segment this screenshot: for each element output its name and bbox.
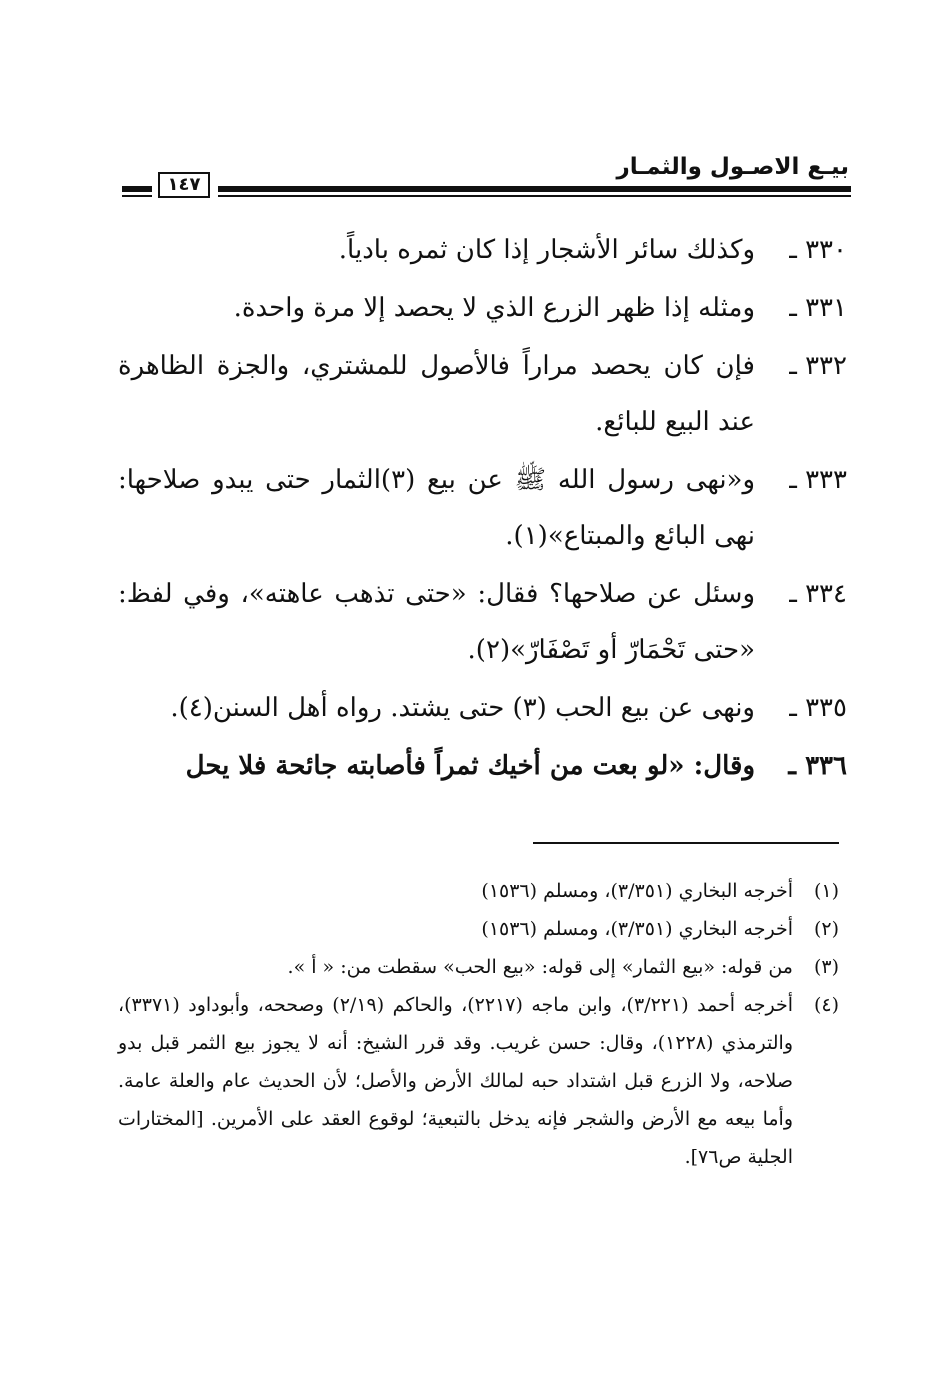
header-rule-short-thin — [122, 195, 152, 197]
item-text: ومثله إذا ظهر الزرع الذي لا يحصد إلا مرة واحدة. — [233, 293, 755, 323]
item-number: ٣٣٣ ـ — [789, 465, 847, 495]
item-334 — [118, 566, 847, 678]
footnote-number: (١) — [813, 880, 839, 902]
item-number: ٣٣٠ ـ — [789, 235, 847, 265]
footnote-1 — [118, 872, 839, 910]
footnote-number: (٤) — [813, 994, 839, 1016]
footnote-number: (٢) — [813, 918, 839, 940]
item-text: فإن كان يحصد مراراً فالأصول للمشتري، والجزة الظاهرة عند البيع للبائع. — [118, 351, 755, 437]
item-331 — [118, 280, 847, 336]
footnote-2 — [118, 910, 839, 948]
item-text: ونهى عن بيع الحب (٣) حتى يشتد. رواه أهل السنن(٤). — [170, 693, 755, 723]
item-text: و«نهى رسول الله ﷺ عن بيع (٣)الثمار حتى يبدو صلاحها: نهى البائع والمبتاع»(١). — [118, 465, 756, 551]
item-number: ٣٣٦ ـ — [788, 751, 847, 781]
header-rule-thin — [218, 195, 851, 197]
footnote-number: (٣) — [813, 956, 839, 978]
item-330 — [118, 222, 847, 278]
footnote-text: من قوله: «بيع الثمار» إلى قوله: «بيع الحب» سقطت من: « أ ». — [287, 956, 793, 978]
item-number: ٣٣٥ ـ — [789, 693, 847, 723]
item-number: ٣٣١ ـ — [789, 293, 847, 323]
footnotes — [118, 872, 839, 1176]
footnote-separator — [533, 842, 839, 844]
item-text: وسئل عن صلاحها؟ فقال: «حتى تذهب عاهته»، وفي لفظ: «حتى تَحْمَارّ أو تَصْفَارّ»(٢). — [118, 579, 755, 665]
item-332 — [118, 338, 847, 450]
footnote-4 — [118, 986, 839, 1176]
item-336 — [118, 738, 847, 794]
item-333 — [118, 452, 847, 564]
item-text: وقال: «لو بعت من أخيك ثمراً فأصابته جائحة فلا يحل — [185, 751, 755, 781]
footnote-3 — [118, 948, 839, 986]
page-number: ١٤٧ — [158, 172, 210, 198]
running-title: بيـع الاصـول والثمـار — [616, 154, 849, 180]
header-rule-thick — [218, 186, 851, 192]
item-number: ٣٣٤ ـ — [789, 579, 847, 609]
item-335 — [118, 680, 847, 736]
item-text: وكذلك سائر الأشجار إذا كان ثمره بادياً. — [338, 235, 755, 265]
header-rule-short-thick — [122, 186, 152, 192]
footnote-text: أخرجه أحمد (٣/٢٢١)، وابن ماجه (٢٢١٧)، والحاكم (٢/١٩) وصححه، وأبوداود (٣٣٧١)، والترمذي (١٢٢٨)، وقال: حسن غريب. وقد قرر الشيخ: أنه لا يجوز بيع الثمر قبل بدو صلاحه، ولا الزرع قبل اشتداد حبه لمالك الأرض والأصل؛ لأن الحديث عام والعلة عامة. وأما بيعه مع الأرض والشجر فإنه يدخل بالتبعية؛ لوقوع العقد على الأمرين. [المختارات الجلية ص٧٦]. — [118, 994, 793, 1168]
main-text — [118, 222, 847, 796]
footnote-text: أخرجه البخاري (٣/٣٥١)، ومسلم (١٥٣٦) — [481, 918, 793, 940]
footnote-text: أخرجه البخاري (٣/٣٥١)، ومسلم (١٥٣٦) — [481, 880, 793, 902]
item-number: ٣٣٢ ـ — [789, 351, 847, 381]
